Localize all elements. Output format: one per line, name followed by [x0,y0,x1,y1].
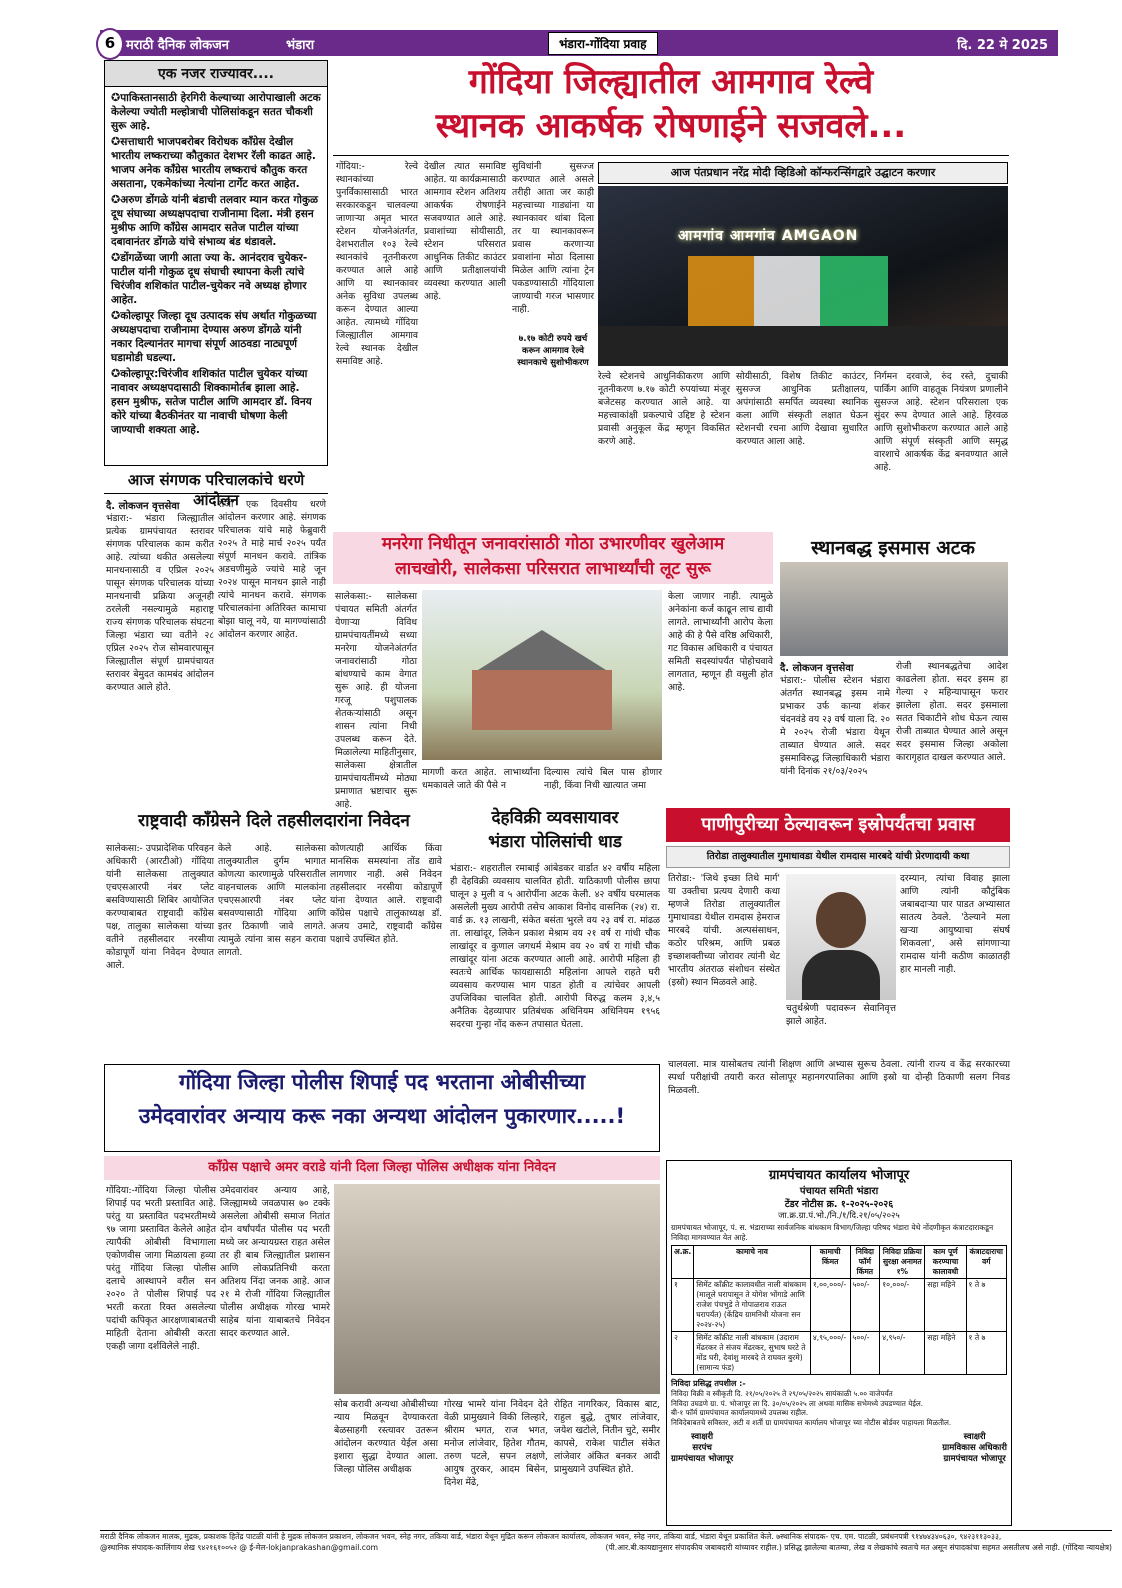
panipuri-photo-caption: चतुर्थश्रेणी पदावरून सेवानिवृत्त झाले आहेत. [786,1003,896,1027]
col-header: कामाची किंमत [810,1246,850,1279]
byline: दै. लोकजन वृत्तसेवा [106,501,180,512]
footer-line-2: @स्थानिक संपादक-कालिंगाय शेख ९४२१६१००५२ @ ई-मेल-lokjanprakashan@gmail.com [100,1543,379,1552]
table-cell: सहा महिने [925,1279,966,1332]
notice-table [671,1245,1007,1375]
table-row [672,1332,1007,1375]
main-photo-caption: आज पंतप्रधान नरेंद्र मोदी व्हिडिओ कॉन्फरन्सिंगद्वारे उद्घाटन करणार [598,162,1008,184]
article-col-1: भंडारा:- भंडारा जिल्ह्यातील प्रत्येक ग्रामपंचायत स्तरावर संगणक परिचालक काम करीत आहे. त्यांच्या थकीत असलेल्या मानधनासाठी व एप्रिल २०२५ पासून संगणक परिचालक यांच्या मानधनाची प्रक्रिया अजूनही ठरलेली नसल्यामुळे महाराष्ट्र राज्य संगणक परिचालक संघटना जिल्हा भंडारा च्या वतीने २८ एप्रिल २०२५ रोज सोमवारपासून जिल्ह्यातील संपूर्ण ग्रामपंचायत स्तरावर बेमुदत कामबंद आंदोलन करण्यात आले होते. [106,513,214,693]
arrest-photo [780,562,1008,656]
col-header: निविदा प्रक्रिया सुरक्षा अनामत १% [880,1246,925,1279]
signature-text: ग्रामविकास अधिकारी [942,1443,1007,1453]
table-row [672,1279,1007,1332]
main-headline-line-1: गोंदिया जिल्ह्यातील आमगाव रेल्वे [468,62,874,102]
main-headline-line-2: स्थानक आकर्षक रोषणाईने सजवले... [435,106,907,146]
issue-date: दि. 22 मे 2025 [957,38,1048,53]
sidebar-item: ✪ अरुण डोंगळे यांनी बंडाची तलवार म्यान करत गोकुळ दूध संघाच्या अध्यक्षपदाचा राजीनामा दिला. मंत्री हसन मुश्रीफ आणि काँग्रेस आमदार सतेज पाटील यांच्या दबावानंतर डोंगळे यांचे संभाव्य बंड थंडावले. [111,193,321,249]
police-subhead: काँग्रेस पक्षाचे अमर वराडे यांनी दिला जिल्हा पोलिस अधीक्षक यांना निवेदन [104,1156,660,1180]
sidebar-title: एक नजर राज्यावर.... [105,61,327,87]
col-header: अ.क्र. [672,1246,694,1279]
table-cell: १ ते ७ [966,1279,1006,1332]
ncp-col-3: कोणत्याही आर्थिक किंवा मानसिक समस्यांना तोंड द्यावे लागणार नाही. असे निवेदन तहसीलदार नरसीया कोडापूर्णे यांना देण्यात आले. राष्ट्रवादी काँग्रेस पक्षाचे तालुकाध्यक्ष डॉ. अजय उमाटे, राष्ट्रवादी काँग्रेस पक्षाचे उपस्थित होते. [330,843,442,945]
police-headline [104,1064,660,1152]
table-cell: सहा महिने [925,1332,966,1375]
paper-name: मराठी दैनिक लोकजन [126,38,229,53]
mgnrega-col-1: सालेकसा:- सालेकसा पंचायत समिती अंतर्गत येणाऱ्या विविध ग्रामपंचायतींमध्ये सध्या मनरेगा योजनेअंतर्गत जनावरांसाठी गोठा बांधण्याचे काम वेगात सुरू आहे. ही योजना गरजू पशुपालक शेतकऱ्यांसाठी असून शासन त्यांना निधी उपलब्ध करून देते. मिळालेल्या माहितीनुसार, सालेकसा क्षेत्रातील ग्रामपंचायतींमध्ये मोठ्या प्रमाणात भ्रष्टाचार सुरू आहे. [335,591,417,810]
col-header: कंत्राटदाराचा वर्ग [966,1246,1006,1279]
table-cell: ४,९५०/- [880,1332,925,1375]
mgnrega-headline-line-2: लाचखोरी, सालेकसा परिसरात लाभार्थ्यांची लूट सुरू [395,559,711,579]
tender-notice [666,1160,1012,1526]
police-col-2: उमेदवारांवर अन्याय आहे, जिल्ह्यामध्ये जवळपास ७० टक्के असलेला ओबीसी समाज नितांत दोन वर्षांपर्यंत पोलीस पद भरती मध्ये जर अन्यायग्रस्त राहत असेल तर ही बाब जिल्ह्यातील प्रशासन आणि लोकप्रतिनिधी करता अतिशय निंदा जनक आहे. आज २१ मे रोजी गोंदिया जिल्ह्यातील पोलीस अधीक्षक गोरख भामरे साहेब यांना याबाबतचे निवेदन सादर करण्यात आले. [220,1185,330,1339]
footer-line-2-row [100,1542,1112,1553]
mgnrega-headline [333,532,773,584]
signature-text: ग्रामपंचायत भोजापूर [943,1454,1006,1464]
table-cell: सिमेंट काँक्रीट कालावधीत नाली बांधकाम (मालूले घरापासून ते योगेश भोंगाडे आणि राजेश पंचभुडे ते गोपाळराव राऊत घरापर्यंत) (केंद्रिय ग्रामनिधी योजना सन २०२४-२५) [694,1279,811,1332]
signature-text: ग्रामपंचायत भोजापूर [671,1454,734,1464]
mgnrega-caption-right: दिल्यास त्यांचे बिल पास होणार नाही, किंवा निधी खात्यात जमा [544,767,662,791]
schedule-item: निविदेबाबतचे सविस्तर, अटी व शर्ती ग्रा ग्रामपंचायत कार्यालय भोजापूर च्या नोटीस बोर्डवर पाहायला मिळतील. [671,1417,952,1427]
main-headline [333,60,1009,156]
panipuri-subhead: तिरोडा तालुक्यातील गुमाधावडा येथील रामदास मारबदे यांची प्रेरणादायी कथा [666,846,1010,868]
parking-area [598,326,1008,366]
section-banner: भंडारा-गोंदिया प्रवाह [548,32,658,55]
table-cell: ५००/- [850,1332,880,1375]
table-cell: २ [672,1332,694,1375]
article-col-2: रोजी एक दिवसीय धरणे आंदोलन करणार आहे. संगणक परिचालक यांचे माहे फेब्रुवारी २०२५ ते माहे मार्च २०२५ पर्यंत संपूर्ण मानधन करावे. तांत्रिक अडचणीमुळे ज्यांचे माहे जून २०२४ पासून मानधन झाले नाही त्यांचे मानधन करावे. संगणक परिचालकांना अतिरिक्त कामाचा बोझा घालू नये, या मागण्यांसाठी आंदोलन करणार आहेत. [218,499,326,640]
sidebar-item: ✪ कोल्हापूर:चिरंजीव शशिकांत पाटील चुयेकर यांच्या नावावर अध्यक्षपदासाठी शिक्कामोर्तब झाला आहे. हसन मुश्रीफ, सतेज पाटील आणि आमदार डॉ. विनय कोरे यांच्या बैठकीनंतर या नावाची घोषणा केली जाण्याची शक्यता आहे. [111,367,321,437]
sidebar-item: ✪ सत्ताधारी भाजपबरोबर विरोधक काँग्रेस देखील भारतीय लष्कराच्या कौतुकात देशभर रॅली काढत आहे. भाजप अनेक काँग्रेस भारतीय लष्कराचं कौतुक करत असताना, एकमेकांच्या नेत्यांना टार्गेट करत आहेत. [111,135,321,191]
person-photo [786,874,896,1000]
notice-subtitle: पंचायत समिती भंडारा [799,1186,879,1197]
schedule-item: निविदा विक्री व स्वीकृती दि. २१/०५/२०२५ ते २९/०५/२०२५ सायंकाळी ५.०० वाजेपर्यंत [671,1389,893,1398]
main-col-4: रेल्वे स्टेशनचे आधुनिकीकरण आणि नूतनीकरण ७.१७ कोटी रुपयांच्या मंजूर बजेटसह करण्यात आले आहे. या महत्त्वाकांक्षी प्रकल्पाचे उद्दिष्ट हे स्टेशन प्रवासी अनुकूल केंद्र म्हणून विकसित करणे आहे. [598,371,730,447]
signatures [671,1431,1007,1464]
sidebar-list [105,87,327,443]
raid-headline-line-1: देहविक्री व्यवसायावर [491,808,619,828]
sidebar-item: ✪ डोंगळेंच्या जागी आता ज्या के. आनंदराव चुयेकर-पाटील यांनी गोकुळ दूध संघाची स्थापना केली त्यांचे चिरंजीव शशिकांत पाटील-चुयेकर नवे अध्यक्ष होणार आहेत. [111,251,321,307]
station-photo [598,186,1008,366]
shed-wall [472,670,612,730]
signature-right [942,1431,1007,1464]
article-title: आज संगणक परिचालकांचे धरणे आंदोलन [104,470,328,494]
main-col-1: गोंदिया:- रेल्वे स्थानकांच्या पुनर्विकासासाठी भारत सरकारकडून चालवल्या जाणाऱ्या अमृत भारत स्टेशन योजनेअंतर्गत, देशभरातील १०३ रेल्वे स्थानकांचे नूतनीकरण करण्यात आले आहे आणि या स्थानकावर अनेक सुविधा उपलब्ध करून देण्यात आल्या आहेत. त्यामध्ये गोंदिया जिल्ह्यातील आमगाव रेल्वे स्थानक देखील समाविष्ट आहे. [336,161,418,367]
table-cell: १,००,०००/- [810,1279,850,1332]
raid-headline [450,806,660,858]
arrest-byline: दै. लोकजन वृत्तसेवा [780,663,854,674]
person-body [802,950,880,1000]
station-facade [688,256,888,326]
police-col-1: गोंदिया:-गोंदिया जिल्हा पोलीस शिपाई पद भरती प्रस्तावित आहे. परंतु या प्रस्तावित पदभरतीमध्ये ९७ जागा प्रस्तावित केलेले आहेत त्यापैकी ओबीसी विभागाला एकोणवीस जागा मिळायला हव्या परंतु गोंदिया जिल्हा पोलीस दलाचे आस्थापने वरील सन २०२० ते पोलीस शिपाई पद भरती करता रिक्त असलेल्या पदांची कपिकृत आरक्षणाबाबतची माहिती देताना ओबीसी करता एकही जागा दर्शविलेले नाही. [106,1185,216,1352]
col-header: कामाचे नाव [694,1246,811,1279]
panipuri-col-2: दरम्यान, त्यांचा विवाह झाला आणि त्यांनी कौटुंबिक जबाबदाऱ्या पार पाडत अभ्यासात सातत्य ठेवले. 'ठेल्याने मला खऱ्या आयुष्याचा संघर्ष शिकवला', असे सांगणाऱ्या रामदास यांनी कठीण काळातही हार मानली नाही. [900,873,1010,975]
ncp-col-1: सालेकसा:- उपप्रादेशिक परिवहन अधिकारी (आरटीओ) गोंदिया यांनी सालेकसा तालुक्यात एचएसआरपी नंबर प्लेट बसविण्यासाठी शिबिर आयोजित करण्याबाबत राष्ट्रवादी काँग्रेस पक्ष, तालुका सालेकसा यांच्या वतीने तहसीलदार नरसीया कोडापूर्णे यांना निवेदन देण्यात आले. [106,843,214,971]
table-cell: ४,९५,०००/- [810,1332,850,1375]
page-header [100,30,1058,56]
table-cell: सिमेंट काँक्रीट नाली बांधकाम (उदाराम मेंढरकर ते संजय मेंढरकर, सुभाष घरटे ते मोंड घरी, देवांशु मारबदे ते राघवत बुरमे) (सामान्य फंड) [694,1332,811,1375]
notice-title: ग्रामपंचायत कार्यालय भोजापूर [768,1168,910,1183]
main-col-5: सोयीसाठी, विशेष तिकीट काउंटर, सुसज्ज आधुनिक प्रतीक्षालय, अपंगांसाठी समर्पित व्यवस्था स्थानिक कला आणि संस्कृती लक्षात घेऊन स्टेशनची रचना आणि देखावा सुधारित करण्यात आला आहे. [736,371,868,447]
station-sign: आमगांव आमगांव AMGAON [678,228,859,244]
arrest-col-2: रोजी स्थानबद्धतेचा आदेश काढलेला होता. सदर इसम हा गेल्या २ महिन्यापासून फरार झालेला होता. सदर इसमाला सतत चिकाटीने शोध घेऊन त्यास रोजी ताब्यात घेण्यात आले असून सदर इसमास जिल्हा अकोला कारागृहात दाखल करण्यात आले. [896,661,1008,763]
raid-headline-line-2: भंडारा पोलिसांची धाड [488,832,622,852]
page-number: 6 [96,28,124,60]
col-header: निविदा फॉर्म किंमत [850,1246,880,1279]
main-col-3: सुविधांनी सुसज्ज करण्यात आले असले तरीही आता जर काही महत्त्वाच्या गाड्यांना या स्थानकावर थांबा दिला तर या स्थानकावरून प्रवास करणाऱ्या प्रवाशांना मोठा दिलासा मिळेल आणि त्यांना ट्रेन पकडण्यासाठी गोंदियाला जाण्याची गरज भासणार नाही. [512,161,594,315]
table-cell: ५००/- [850,1279,880,1332]
police-headline-line-1: गोंदिया जिल्हा पोलीस शिपाई पद भरताना ओबीसीच्या [178,1070,586,1094]
panipuri-col-1: तिरोडा:- 'जिथे इच्छा तिथे मार्ग' या उक्तीचा प्रत्यय देणारी कथा म्हणजे तिरोडा तालुक्यातील गुमाधावडा येथील रामदास हेमराज मारबदे यांची. अल्पसंसाधन, कठोर परिश्रम, आणि प्रबळ इच्छाशक्तीच्या जोरावर त्यांनी थेट भारतीय अंतराळ संशोधन संस्थेत (इस्रो) स्थान मिळवले आहे. [668,873,780,988]
sidebar-news-box [104,60,328,466]
mgnrega-col-2: केला जाणार नाही. त्यामुळे अनेकांना कर्ज काढून लाच द्यावी लागते. लाभार्थ्यांनी आरोप केला आहे की हे पैसे वरिष्ठ अधिकारी, गट विकास अधिकारी व पंचायत समिती सदस्यांपर्यंत पोहोचवावे लागतात, म्हणून ही वसुली होत आहे. [668,591,773,693]
footer-line-1: मराठी दैनिक लोकजन मालक, मुद्रक, प्रकाशक हितेंद्र पाटळी यांनी हे मुद्रक लोकजन प्रकाशन, लोकजन भवन, स्नेह नगर, तकिया वार्ड, भंडारा येथून मुद्रित करून लोकजन कार्यालय, लोकजन भवन, स्नेह नगर, तकिया वार्ड, भंडारा येथून प्रकाशित केले. ७स्थानिक संपादक- एच. एम. पाटळी, प्रबंधनपत्री ९१४७४३४०६३०, ९४२३११३०३३, [100,1532,1002,1541]
schedule-item: बी-१ फॉर्म ग्रामपंचायत कार्यालयामध्ये उपलब्ध राहील. [671,1408,809,1417]
main-col-2: देखील त्यात समाविष्ट आहेत. या कार्यक्रमासाठी आमगाव स्टेशन अतिशय आकर्षक रोषणाईने सजवण्यात आले आहे. प्रवाशांच्या सोयीसाठी, स्टेशन परिसरात आधुनिक तिकीट काउंटर आणि प्रतीक्षालयांची व्यवस्था करण्यात आली आहे. [424,161,506,302]
sidebar-item: ✪ कोल्हापूर जिल्हा दूध उत्पादक संघ अर्थात गोकुळच्या अध्यक्षपदाचा राजीनामा देण्यास अरुण डोंगळे यांनी नकार दिल्यानंतर मागचा संपूर्ण आठवडा नाट्यपूर्ण घडामोडी घडल्या. [111,309,321,365]
police-caption-1: सोब करावी अन्यथा ओबीसीच्या न्याय मिळवून देण्याकरता बेळसाहगी रस्त्यावर उतरून आंदोलन करण्यात येईल असा इशारा सुद्धा देण्यात आला. जिल्हा पोलिस अधीक्षक [334,1399,438,1475]
signature-text: सरपंच [692,1443,712,1453]
schedule-title: निविदा प्रसिद्ध तपशील :- [671,1379,746,1388]
person-head [816,892,866,948]
ncp-headline: राष्ट्रवादी काँग्रेसने दिले तहसीलदारांना निवेदन [138,811,410,831]
table-header-row [672,1246,1007,1279]
arrest-col-1: भंडारा:- पोलीस स्टेशन भंडारा अंतर्गत स्थानबद्ध इसम नामे प्रभाकर उर्फ कान्या शंकर चंदनवंडे वय २३ वर्ष याला दि. २० मे २०२५ रोजी भंडारा येथून ताब्यात घेण्यात आले. सदर इसमाविरुद्ध जिल्हाधिकारी भंडारा यांनी दिनांक २१/०३/२०२५ [780,675,890,777]
table-cell: १ ते ७ [966,1332,1006,1375]
table-cell: १ [672,1279,694,1332]
signature-text: स्वाक्षरी [691,1432,714,1442]
main-subhead: ७.१७ कोटी रुपये खर्च करून आमगाव रेल्वे स्थानकाचे सुशोभीकरण [517,334,589,368]
main-col-6: निर्गमन दरवाजे, रुंद रस्ते, दुचाकी पार्किंग आणि वाहतूक नियंत्रण प्रणालीने सुसज्ज आहे. स्टेशन परिसराला एक सुंदर रूप देण्यात आले आहे. हिरवळ आणि सुशोभीकरण करण्यात आले आहे आणि संपूर्ण संस्कृती आणि समृद्ध वारशाचे आकर्षक केंद्र बनवण्यात आले आहे. [874,371,1008,473]
raid-body: भंडारा:- शहरातील रमाबाई आंबेडकर वार्डात ४२ वर्षीय महिला ही देहविक्री व्यवसाय चालवित होती. याठिकाणी पोलीस छापा घालून ३ मुली व ५ आरोपींना अटक केली. ४२ वर्षीय घरमालक असलेली मुख्य आरोपी तसेच आकाश विनोद वासनिक (२४) रा. वार्ड क्र. १३ लाखनी, संकेत बसंता भुरले वय २३ वर्ष रा. मांढळ ता. लाखांदूर, लिकेन प्रकाश मेश्राम वय २१ वर्ष रा गांधी चौक लाखांदूर व कुणाल जगधर्म मेश्राम वय २० वर्ष रा गांधी चौक लाखांदूर यांना अटक करण्यात आली आहे. आरोपी महिला ही स्वतःचे आर्थिक फायद्यासाठी महिलांना आपले राहते घरी व्यवसाय करण्यास भाग पाडत होती व त्यांचेवर आपली उपजिविका चालवित होती. आरोपी विरुद्ध कलम ३,४,५ अनैतिक देहव्यापार प्रतिबंधक अधिनियम अधिनियम १९५६ सदरचा गुन्हा नोंद करून तपासात घेतला. [450,863,660,1030]
shed-roof [462,630,622,670]
mgnrega-caption-left: मागणी करत आहेत. लाभार्थ्यांना धमकावले जाते की पैसे न [422,767,540,791]
section-name: भंडारा [286,38,315,53]
sidebar-item: ✪ पाकिस्तानसाठी हेरगिरी केल्याच्या आरोपाखाली अटक केलेल्या ज्योती मल्होत्राची पोलिसांकडून सतत चौकशी सुरू आहे. [111,91,321,133]
footer-line-3: (पी.आर.बी.कायद्यानुसार संपादकीय जबाबदारी यांच्यावर राहील.) प्रसिद्ध झालेल्या बातम्या, लेख व लेखकांचे स्वतःचे मत असून संपादकांचा सहमत असतीलच असे नाही. (गोंदिया न्यायक्षेत्र) [605,1543,1112,1552]
police-memo-photo [334,1184,660,1394]
police-headline-line-2: उमेदवारांवर अन्याय करू नका अन्यथा आंदोलन पुकारणार.....! [138,1104,626,1128]
schedule-item: निविदा उघडणे ग्रा. पं. भोजापूर ला दि. ३०/०५/२०२५ ला अथवा मासिक सभेमध्ये उघडण्यात येईल. [671,1398,924,1408]
signature-left [671,1431,733,1464]
table-cell: १०,०००/- [880,1279,925,1332]
panipuri-headline: पाणीपुरीच्या ठेल्यावरून इस्रोपर्यंतचा प्रवास [666,808,1010,842]
signature-text: स्वाक्षरी [963,1432,986,1442]
cattle-shed-photo [422,590,662,760]
arrest-headline: स्थानबद्ध इसमास अटक [811,537,975,559]
notice-tender-no: टेंडर नोटीस क्र. १-२०२५-२०२६ [784,1199,894,1210]
ncp-col-2: केले आहे. सालेकसा तालुक्यातील दुर्गम भागात कोणत्या कारणामुळे परिसरातील वाहनचालक आणि मालकांना एचएसआरपी नंबर प्लेट बसवण्यासाठी गोंदिया आणि इतर ठिकाणी जावे लागते. त्यामुळे त्यांना त्रास सहन करावा लागतो. [218,843,326,958]
notice-ref: जा.क्र.ग्रा.पं.भो./नि./१/दि.२१/०५/२०२५ [778,1211,900,1221]
police-caption-2: गोरख भामरे यांना निवेदन देते वेळी प्रामुख्याने विकी लिल्हारे, श्रीराम भगत, राज भगत, मनोज लांजेवार, हितेश गौतम, तरुण पटले, सपन लक्षणे, आयुष तुरकर, आदम बिसेन, दिनेश मेंढे, [444,1399,548,1488]
col-header: काम पूर्ण करण्याचा कालावधी [925,1246,966,1279]
panipuri-bottom: चालवला. मात्र यासोबतच त्यांनी शिक्षण आणि अभ्यास सुरूच ठेवला. त्यांनी राज्य व केंद्र सरकारच्या स्पर्धा परीक्षांची तयारी करत सोलापूर महानगरपालिका आणि इस्रो या दोन्ही ठिकाणी सलग निवड मिळवली. [668,1059,1010,1096]
page-footer [100,1530,1112,1574]
mgnrega-headline-line-1: मनरेगा निधीतून जनावरांसाठी गोठा उभारणीवर खुलेआम [381,534,725,554]
police-caption-3: रोहित नागरिकर, विकास बाट, राहुल बुद्धे, तुषार लांजेवार, जयेश खटोले, नितीन चुटे, समीर कापसे, राकेश पाटील संकेत लांजेवार अंकित बनकर आदी प्रामुख्याने उपस्थित होते. [554,1399,660,1475]
notice-intro: ग्रामपंचायत भोजापूर, पं. स. भंडाराच्या सार्वजनिक बांधकाम विभाग/जिल्हा परिषद भंडारा येथे नोंदणीकृत कंत्राटदाराकडून निविदा मागवण्यात येत आहे. [671,1223,994,1242]
schedule-list [671,1389,1007,1427]
